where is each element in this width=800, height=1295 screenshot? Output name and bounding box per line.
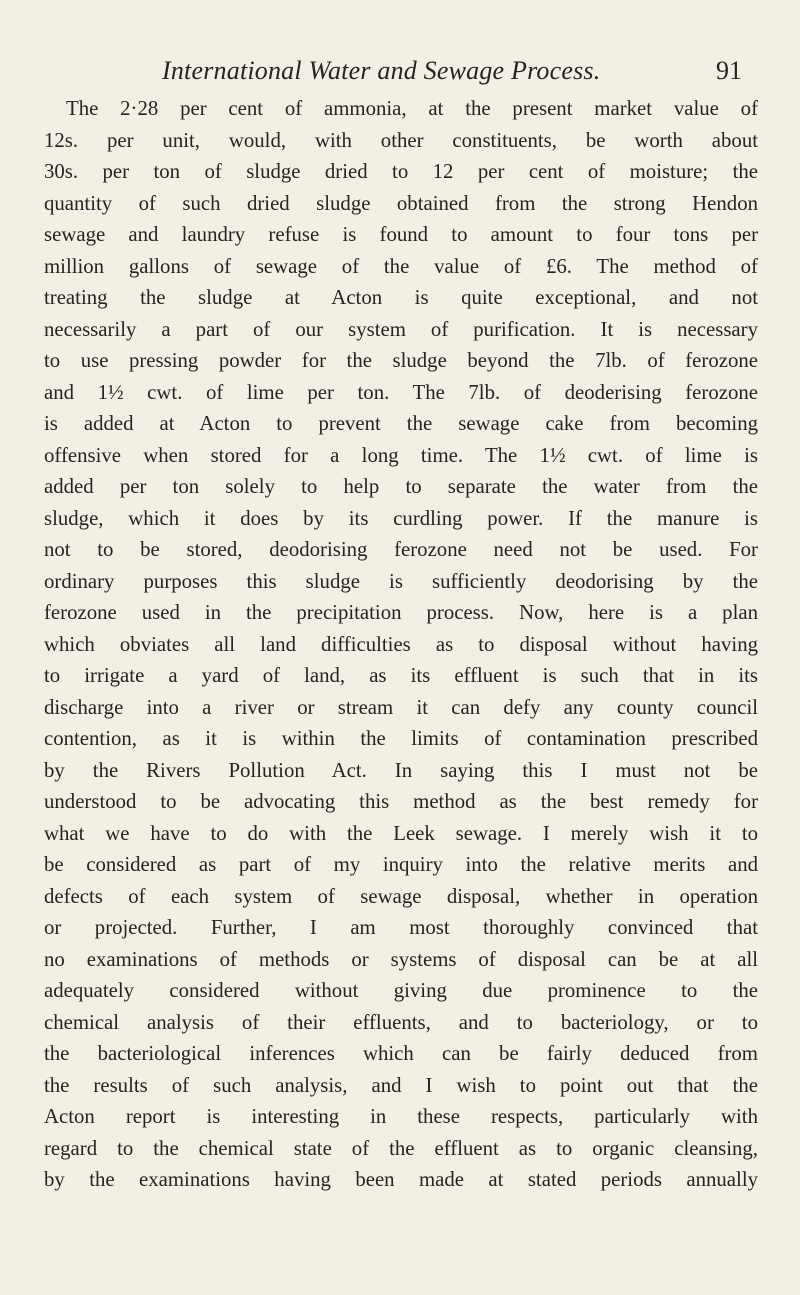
text-line: or projected. Further, I am most thoroughly convinced that [44, 916, 758, 939]
text-line: the results of such analysis, and I wish to point out that the [44, 1073, 758, 1097]
text-line: is added at Acton to prevent the sewage cake from becoming [44, 412, 758, 435]
text-line: defects of each system of sewage disposal, whether in operation [44, 884, 758, 908]
text-line: quantity of such dried sludge obtained from the strong Hendon [44, 191, 758, 215]
text-line: sludge, which it does by its curdling power. If the manure is [44, 506, 758, 530]
text-line: offensive when stored for a long time. The 1½ cwt. of lime is [44, 443, 758, 467]
text-line: not to be stored, deodorising ferozone need not be used. For [44, 538, 758, 561]
text-line: necessarily a part of our system of purification. It is necessary [44, 317, 758, 341]
body-paragraph [44, 93, 758, 1196]
text-line: Acton report is interesting in these respects, particularly with [44, 1105, 758, 1128]
text-line: 12s. per unit, would, with other constituents, be worth about [44, 128, 758, 152]
text-line: which obviates all land difficulties as to disposal without having [44, 632, 758, 656]
text-line: treating the sludge at Acton is quite exceptional, and not [44, 286, 758, 309]
text-line: no examinations of methods or systems of disposal can be at all [44, 947, 758, 971]
text-line: what we have to do with the Leek sewage. I merely wish it to [44, 821, 758, 845]
text-line: to irrigate a yard of land, as its effluent is such that in its [44, 664, 758, 687]
text-line: the bacteriological inferences which can be fairly deduced from [44, 1042, 758, 1065]
text-line: understood to be advocating this method as the best remedy for [44, 790, 758, 813]
text-line: ordinary purposes this sludge is sufficiently deodorising by the [44, 569, 758, 593]
running-title: International Water and Sewage Process. [162, 56, 601, 85]
text-line: The 2·28 per cent of ammonia, at the present market value of [66, 97, 758, 120]
text-line: added per ton solely to help to separate the water from the [44, 475, 758, 498]
text-line: contention, as it is within the limits of contamination prescribed [44, 727, 758, 750]
text-line: by the examinations having been made at stated periods annually [44, 1168, 758, 1191]
page-number: 91 [716, 56, 742, 85]
text-line: to use pressing powder for the sludge beyond the 7lb. of ferozone [44, 349, 758, 372]
text-line: million gallons of sewage of the value of £6. The method of [44, 254, 758, 278]
text-line: be considered as part of my inquiry into the relative merits and [44, 853, 758, 876]
text-line: chemical analysis of their effluents, and to bacteriology, or to [44, 1010, 758, 1034]
text-line: ferozone used in the precipitation process. Now, here is a plan [44, 601, 758, 624]
running-header [0, 56, 800, 92]
text-line: by the Rivers Pollution Act. In saying this I must not be [44, 758, 758, 782]
text-line: regard to the chemical state of the effluent as to organic cleansing, [44, 1136, 758, 1160]
text-line: adequately considered without giving due prominence to the [44, 979, 758, 1002]
text-line: and 1½ cwt. of lime per ton. The 7lb. of deoderising ferozone [44, 380, 758, 404]
text-line: 30s. per ton of sludge dried to 12 per cent of moisture; the [44, 160, 758, 183]
text-line: discharge into a river or stream it can defy any county council [44, 695, 758, 719]
text-line: sewage and laundry refuse is found to amount to four tons per [44, 223, 758, 246]
